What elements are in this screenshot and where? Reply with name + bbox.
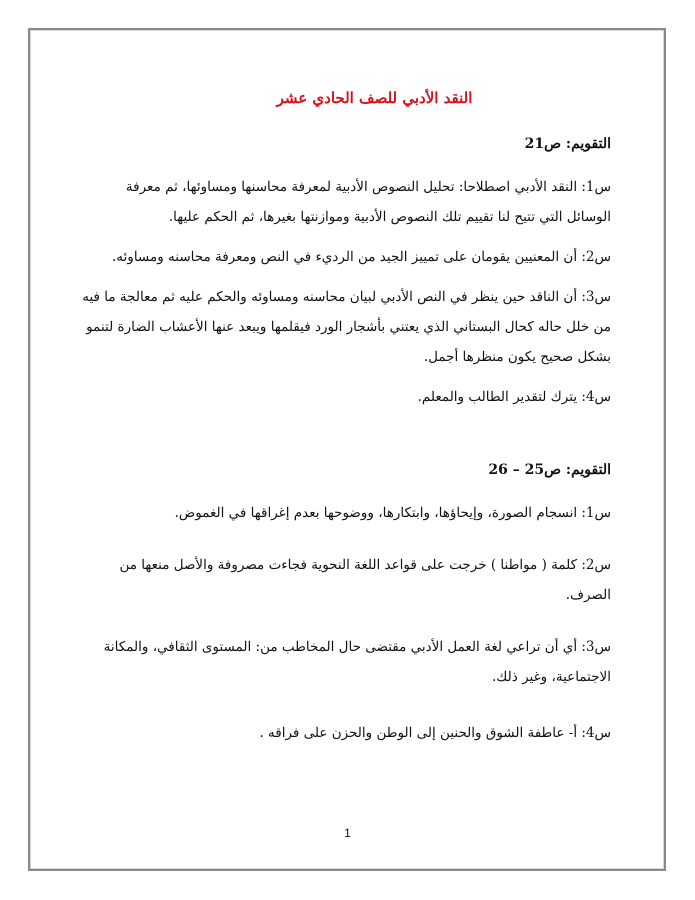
answer-2-2: س2: كلمة ( مواطنا ) خرجت على قواعد اللغة النحوية فجاءت مصروفة والأصل منعها من الصرف.: [119, 557, 611, 603]
page-number: 1: [344, 826, 351, 840]
section-heading-1: التقويم: ص21: [524, 136, 611, 152]
document-body: [78, 86, 611, 748]
answer-2-3: س3: أي أن تراعي لغة العمل الأدبي مقتضى حال المخاطب من: المستوى الثقافي، والمكانة الاجتماعية، وغير ذلك.: [103, 639, 611, 685]
answer-1-3: س3: أن الناقد حين ينظر في النص الأدبي لبيان محاسنه ومساوئه والحكم عليه ثم معالجة ما فيه من خلل حاله كحال البستاني الذي يعتني بأشجار الورد فيقلمها ويبعد عنها الأعشاب الضارة لتنمو بشكل صحيح يكون منظرها أجمل.: [82, 289, 611, 365]
answer-2-4: س4: أ- عاطفة الشوق والحنين إلى الوطن والحزن على فراقه .: [259, 725, 611, 741]
section-heading-2: التقويم: ص25 – 26: [488, 462, 611, 478]
answer-1-1: س1: النقد الأدبي اصطلاحا: تحليل النصوص الأدبية لمعرفة محاسنها ومساوئها، ثم معرفة الوسائل التي تتيح لنا تقييم تلك النصوص الأدبية وموازنتها بغيرها، ثم الحكم عليها.: [125, 179, 611, 225]
answer-1-2: س2: أن المعنيين يقومان على تمييز الجيد من الرديء في النص ومعرفة محاسنه ومساوئه.: [112, 249, 611, 265]
document-title: النقد الأدبي للصف الحادي عشر: [276, 89, 473, 107]
answer-2-1: س1: انسجام الصورة، وإيحاؤها، وابتكارها، ووضوحها بعدم إغراقها في الغموض.: [174, 505, 611, 521]
answer-1-4: س4: يترك لتقدير الطالب والمعلم.: [417, 389, 611, 405]
